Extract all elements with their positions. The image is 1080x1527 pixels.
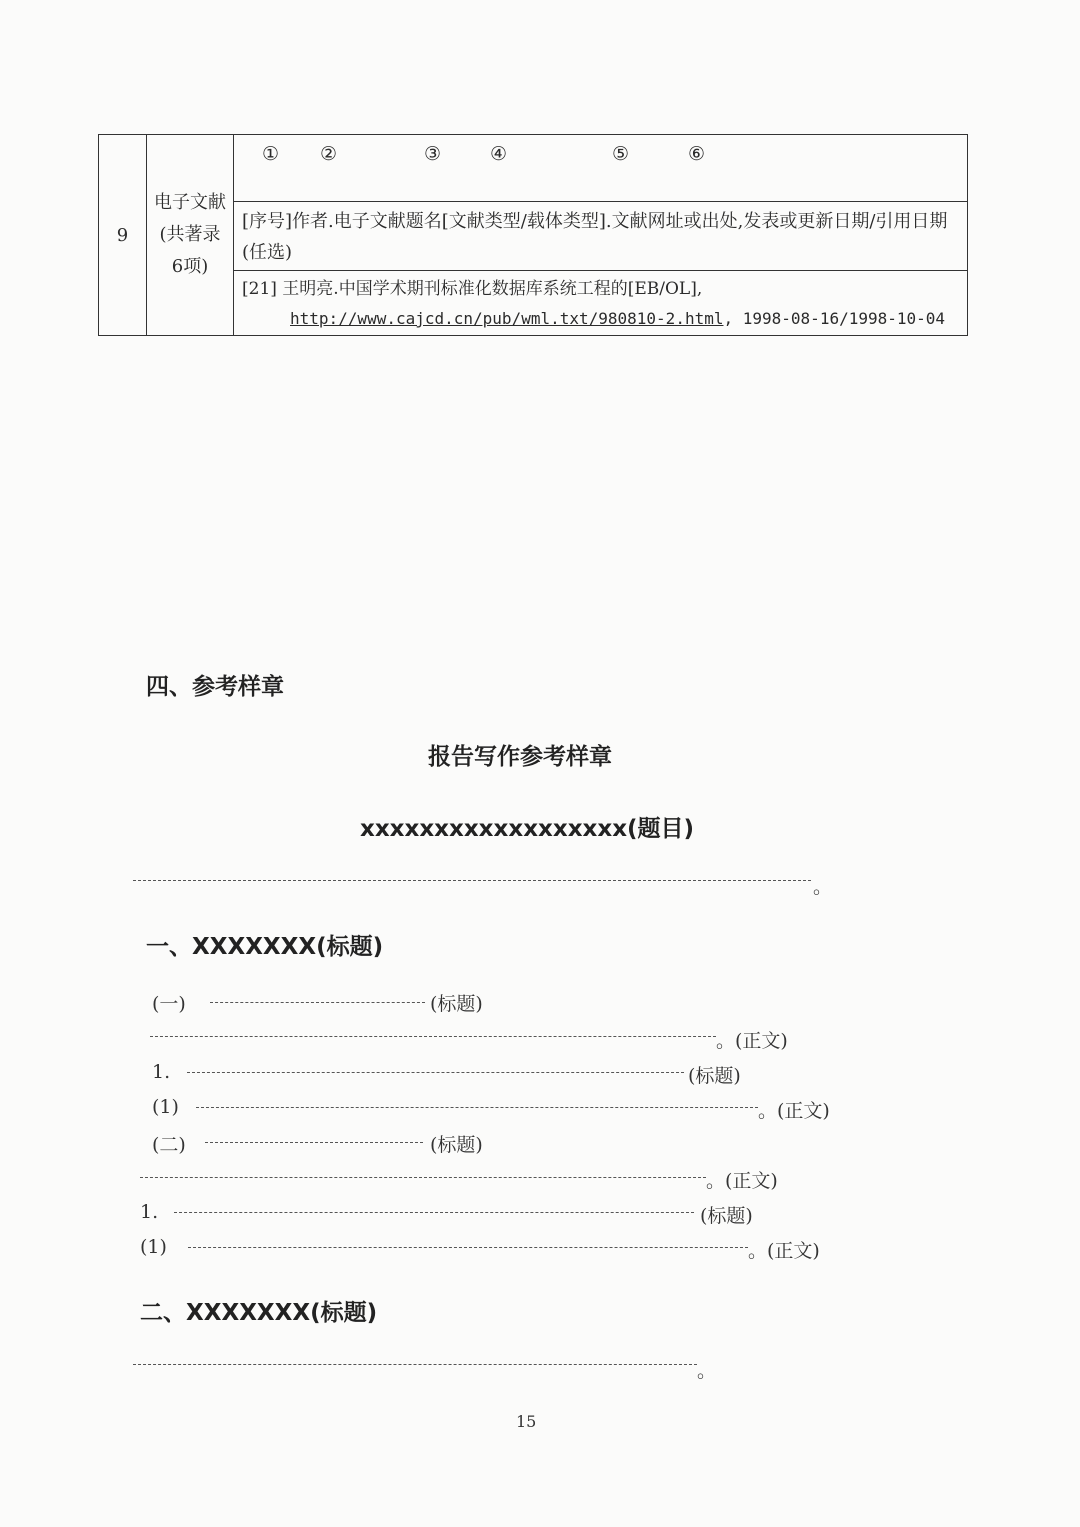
item-8-prefix: (1) (140, 1236, 167, 1258)
type-label-cell (147, 135, 234, 336)
final-dash-line (133, 1364, 697, 1365)
row-number: 9 (116, 224, 129, 246)
example-line-1: [21] 王明亮.中国学术期刊标准化数据库系统工程的[EB/OL], (242, 279, 703, 299)
sample-title: 报告写作参考样章 (428, 744, 612, 770)
item-1-prefix: (一) (152, 993, 186, 1015)
marker-5: ⑤ (612, 143, 630, 165)
heading-2: 二、XXXXXXX(标题) (140, 1300, 378, 1326)
type-label-line-1: 电子文献 (154, 192, 226, 213)
marker-2: ② (320, 143, 338, 165)
item-6-suffix: 。(正文) (706, 1170, 778, 1192)
example-url: http://www.cajcd.cn/pub/wml.txt/980810-2.html (290, 309, 724, 328)
final-end: 。 (697, 1360, 717, 1382)
item-5-prefix: (二) (152, 1134, 186, 1156)
item-3-suffix: (标题) (688, 1065, 741, 1087)
marker-cell (234, 135, 968, 202)
item-3-dash (187, 1072, 684, 1073)
item-7-dash (174, 1212, 694, 1213)
marker-1: ① (262, 143, 280, 165)
heading-1: 一、XXXXXXX(标题) (146, 934, 384, 960)
intro-dash-line (133, 880, 811, 881)
page-number: 15 (516, 1412, 537, 1431)
item-8-dash (188, 1247, 748, 1248)
item-7-suffix: (标题) (700, 1205, 753, 1227)
item-3-prefix: 1. (152, 1061, 171, 1083)
intro-end: 。 (813, 876, 833, 898)
row-number-cell (99, 135, 147, 336)
type-label-line-3: 6项) (171, 256, 209, 277)
section-heading: 四、参考样章 (146, 674, 284, 700)
item-5-dash (205, 1142, 423, 1143)
item-8-suffix: 。(正文) (748, 1240, 820, 1262)
item-2-suffix: 。(正文) (716, 1030, 788, 1052)
example-cell (234, 271, 968, 336)
item-1-dash (210, 1002, 425, 1003)
item-2-dash (150, 1036, 716, 1037)
format-cell (234, 202, 968, 271)
item-4-suffix: 。(正文) (758, 1100, 830, 1122)
format-text: [序号]作者.电子文献题名[文献类型/载体类型].文献网址或出处,发表或更新日期/引用日期(任选) (242, 211, 948, 263)
item-6-dash (140, 1177, 706, 1178)
type-label-line-2: (共著录 (159, 224, 221, 245)
reference-format-table (98, 134, 968, 336)
item-1-suffix: (标题) (430, 993, 483, 1015)
item-5-suffix: (标题) (430, 1134, 483, 1156)
subject-title: xxxxxxxxxxxxxxxxxx(题目) (360, 816, 695, 842)
marker-4: ④ (490, 143, 508, 165)
item-4-prefix: (1) (152, 1096, 179, 1118)
item-4-dash (196, 1107, 758, 1108)
item-7-prefix: 1. (140, 1201, 159, 1223)
marker-3: ③ (424, 143, 442, 165)
marker-6: ⑥ (688, 143, 706, 165)
example-dates: , 1998-08-16/1998-10-04 (723, 309, 946, 328)
